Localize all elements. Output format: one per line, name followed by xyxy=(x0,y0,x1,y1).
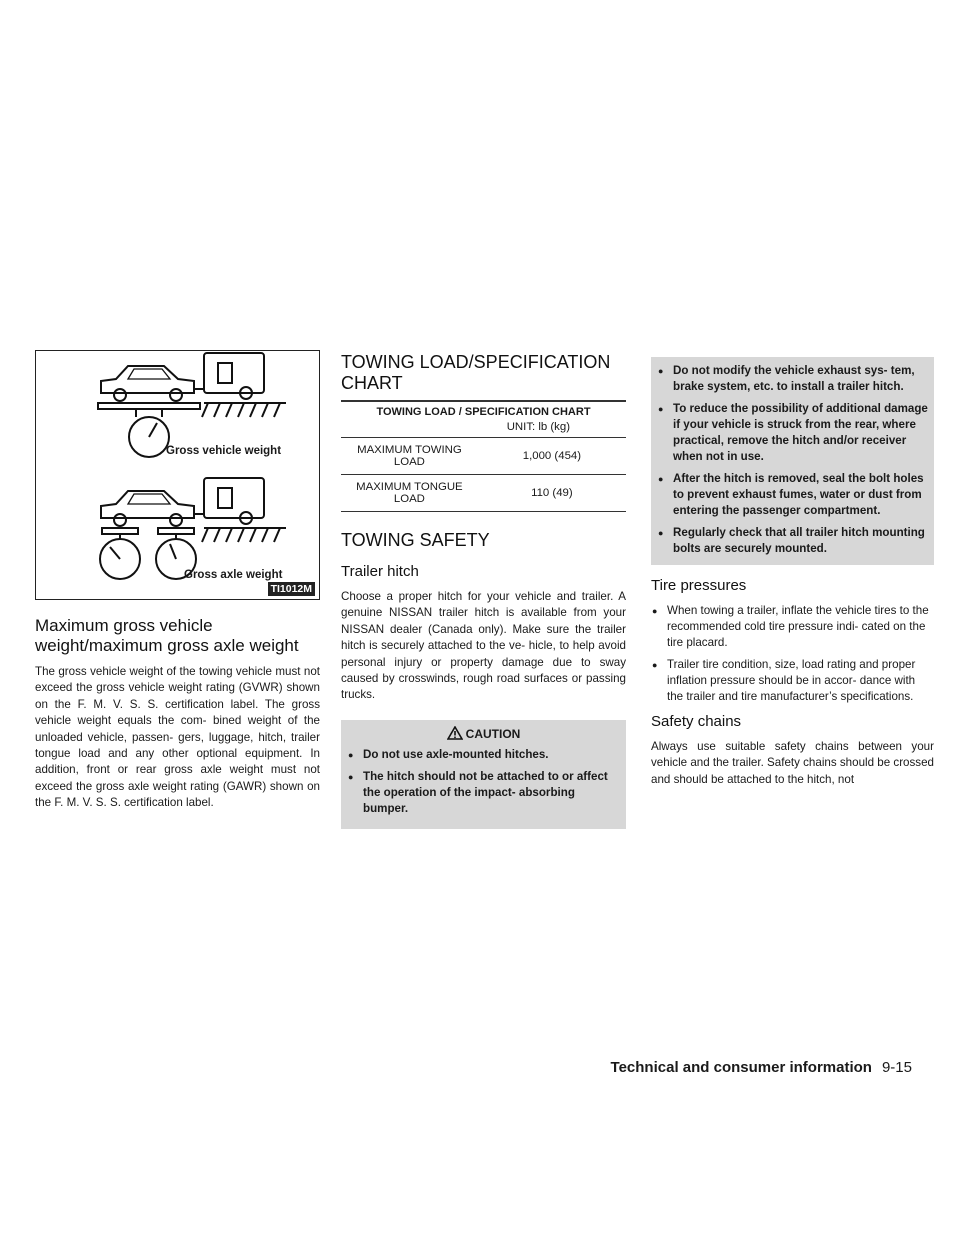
list-item: ● Regularly check that all trailer hitch mounting bolts are securely mounted. xyxy=(657,525,928,557)
row-value: 1,000 (454) xyxy=(522,450,582,462)
page-number: 9-15 xyxy=(881,1059,912,1076)
list-item: ● The hitch should not be attached to or affect the operation of the impact- absorbing bumper. xyxy=(347,769,620,817)
safety-chains-heading: Safety chains xyxy=(651,713,742,730)
caution-header xyxy=(347,720,620,747)
max-weight-body: The gross vehicle weight of the towing vehicle must not exceed the gross vehicle weight rating (GVWR) shown on the F. M. V. S. S. certification label. The gross vehicle weight equals the com- bined weight of the unloaded vehicle, passen- gers, luggage, hitch, trailer tongue load and any other optional equipment. In addition, front or rear gross axle weight must not exceed the gross axle weight rating (GAWR) shown on the F. M. V. S. S. certification label. xyxy=(35,665,320,810)
caution-label: CAUTION xyxy=(465,726,521,741)
max-weight-heading: Maximum gross vehicle weight/maximum gross axle weight xyxy=(35,616,299,655)
tire-pressures-heading: Tire pressures xyxy=(651,577,747,594)
column-middle xyxy=(341,350,626,829)
trailer-hitch-body: Choose a proper hitch for your vehicle and trailer. A genuine NISSAN trailer hitch is available from your NISSAN dealer (Canada only). Make sure the trailer hitch is securely attached to the ve- hicle, to help avoid personal injury or property damage due to sway caused by crosswinds, rough road surfaces or passing trucks. xyxy=(341,590,626,702)
spec-table-unit: UNIT: lb (kg) xyxy=(506,421,570,433)
caution-box-continued xyxy=(651,357,934,565)
list-item: ● Trailer tire condition, size, load rating and proper inflation pressure should be in accor- dance with the trailer and tire manufacturer’s specifications. xyxy=(651,657,934,705)
towing-load-heading: TOWING LOAD/SPECIFICATION CHART xyxy=(341,352,611,393)
caution-box xyxy=(341,720,626,829)
footer-section: Technical and consumer information xyxy=(610,1059,872,1076)
spec-table-body xyxy=(341,438,626,511)
safety-chains-body: Always use suitable safety chains between your vehicle and the trailer. Safety chains should be crossed and should be attached to the hitch, not xyxy=(651,740,934,786)
list-item: ● Do not modify the vehicle exhaust sys- tem, brake system, etc. to install a trailer hitch. xyxy=(657,363,928,395)
spec-table-title: TOWING LOAD / SPECIFICATION CHART xyxy=(376,406,591,418)
row-label: MAXIMUM TONGUE LOAD xyxy=(341,475,478,512)
spec-table xyxy=(341,400,626,512)
row-value: 110 (49) xyxy=(478,475,626,512)
figure-code: TI1012M xyxy=(268,582,315,596)
tire-list xyxy=(651,603,934,705)
warning-icon xyxy=(447,726,463,743)
gross-axle-weight-label: Gross axle weight xyxy=(184,569,283,581)
caution-list xyxy=(347,747,620,817)
scales-illustration xyxy=(36,351,319,599)
list-item: ● To reduce the possibility of additional damage if your vehicle is struck from the rear, where practical, remove the hitch and/or receiver when not in use. xyxy=(657,401,928,465)
towing-safety-heading: TOWING SAFETY xyxy=(341,530,490,550)
row-label: MAXIMUM TOWING LOAD xyxy=(357,444,462,468)
trailer-hitch-heading: Trailer hitch xyxy=(341,563,419,580)
page-footer xyxy=(611,1059,912,1076)
table-row xyxy=(341,475,626,512)
table-row xyxy=(341,438,626,475)
gross-vehicle-weight-label: Gross vehicle weight xyxy=(166,445,282,457)
caution-list-continued xyxy=(657,363,928,557)
weight-figure xyxy=(35,350,320,600)
column-left xyxy=(35,350,320,812)
spec-table-header xyxy=(341,400,626,438)
list-item: ● Do not use axle-mounted hitches. xyxy=(347,747,620,763)
column-right xyxy=(651,357,934,788)
list-item: ● When towing a trailer, inflate the vehicle tires to the recommended cold tire pressure indi- cated on the tire placard. xyxy=(651,603,934,651)
list-item: ● After the hitch is removed, seal the bolt holes to prevent exhaust fumes, water or dust from entering the passenger compartment. xyxy=(657,471,928,519)
